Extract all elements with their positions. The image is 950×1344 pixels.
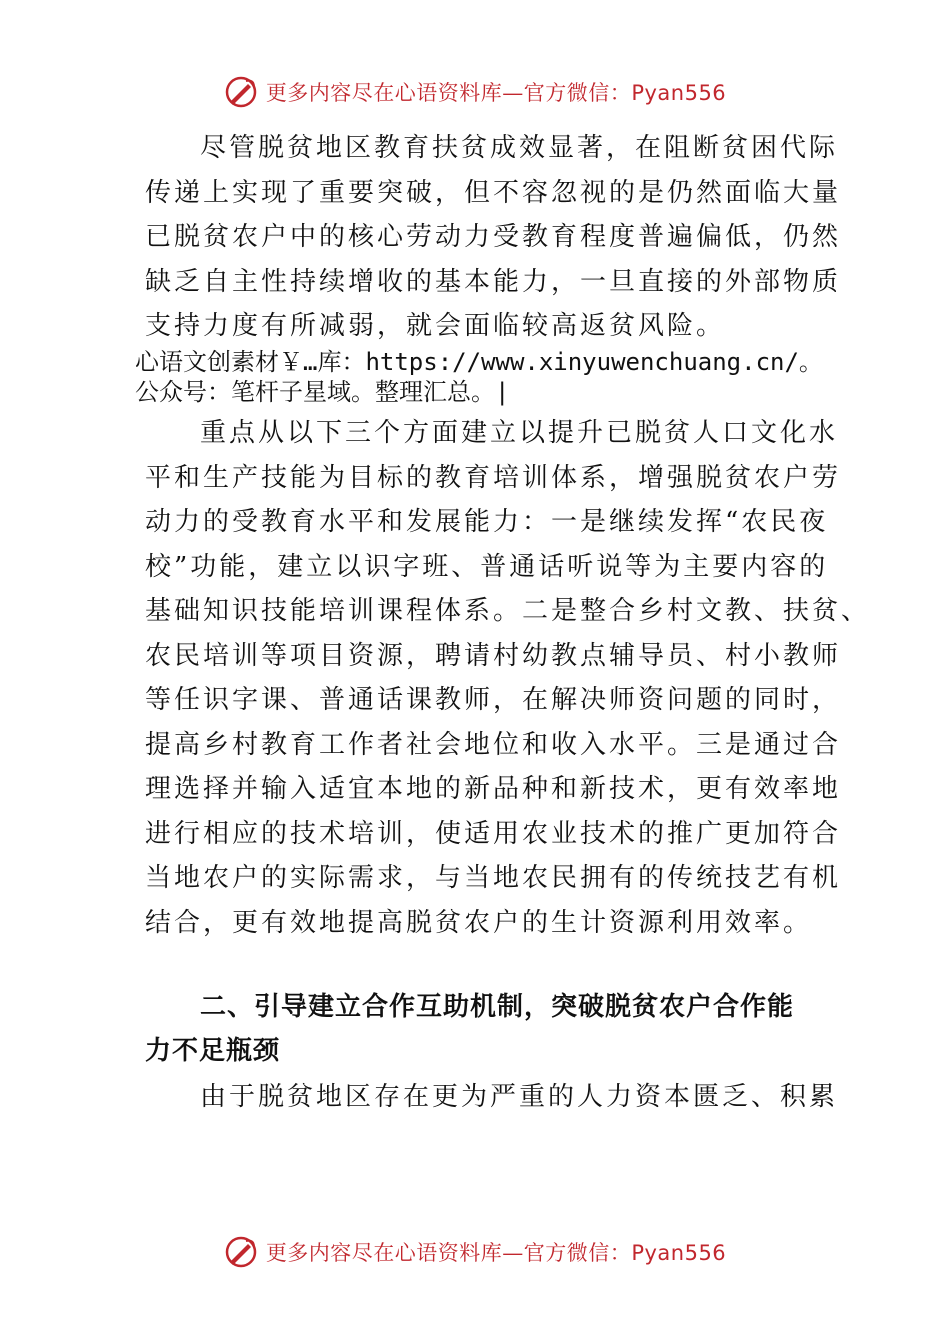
paragraph-line: 结合，更有效地提高脱贫农户的生计资源利用效率。 bbox=[145, 907, 813, 938]
paragraph-line: 进行相应的技术培训，使适用农业技术的推广更加符合 bbox=[145, 818, 842, 849]
paragraph-line: 农民培训等项目资源，聘请村幼教点辅导员、村小教师 bbox=[145, 640, 842, 671]
paragraph-line: 已脱贫农户中的核心劳动力受教育程度普遍偏低，仍然 bbox=[145, 222, 842, 252]
paragraph-line: 平和生产技能为目标的教育培训体系，增强脱贫农户劳 bbox=[145, 462, 842, 493]
paragraph-line: 动力的受教育水平和发展能力：一是继续发挥“农民夜 bbox=[145, 507, 829, 537]
paragraph-line: 理选择并输入适宜本地的新品种和新技术，更有效率地 bbox=[145, 774, 842, 804]
source-note-line: 心语文创素材￥…库：https://www.xinyuwenchuang.cn/。 bbox=[135, 348, 823, 376]
paragraph-line: 支持力度有所减弱，就会面临较高返贫风险。 bbox=[145, 311, 726, 341]
paragraph-3 bbox=[145, 1075, 839, 1120]
paragraph-line: 校”功能，建立以识字班、普通话听说等为主要内容的 bbox=[145, 551, 829, 582]
watermark-banner-bottom bbox=[0, 1232, 950, 1272]
paragraph-line: 基础知识技能培训课程体系。二是整合乡村文教、扶贫、 bbox=[145, 596, 871, 626]
watermark-text: 更多内容尽在心语资料库—官方微信：Pyan556 bbox=[265, 1241, 727, 1265]
pen-circle-logo-icon bbox=[224, 1235, 258, 1269]
paragraph-line: 提高乡村教育工作者社会地位和收入水平。三是通过合 bbox=[145, 729, 842, 760]
pen-circle-logo-icon bbox=[224, 75, 258, 109]
source-note bbox=[135, 347, 935, 407]
paragraph-line: 当地农户的实际需求，与当地农民拥有的传统技艺有机 bbox=[145, 863, 842, 893]
watermark-wechat-id: Pyan556 bbox=[631, 81, 727, 105]
paragraph-1 bbox=[145, 126, 842, 349]
watermark-banner-top bbox=[0, 72, 950, 112]
paragraph-line: 等任识字课、普通话课教师，在解决师资问题的同时， bbox=[145, 685, 842, 715]
paragraph-line: 传递上实现了重要突破，但不容忽视的是仍然面临大量 bbox=[145, 177, 842, 208]
paragraph-line: 由于脱贫地区存在更为严重的人力资本匮乏、积累 bbox=[200, 1082, 839, 1112]
section-heading-line: 力不足瓶颈 bbox=[145, 1036, 281, 1066]
section-heading bbox=[145, 985, 825, 1073]
paragraph-2 bbox=[145, 411, 871, 945]
paragraph-line: 重点从以下三个方面建立以提升已脱贫人口文化水 bbox=[200, 418, 839, 448]
paragraph-line: 尽管脱贫地区教育扶贫成效显著，在阻断贫困代际 bbox=[200, 133, 839, 163]
source-note-line: 公众号：笔杆子星域。整理汇总。| bbox=[135, 378, 510, 406]
paragraph-line: 缺乏自主性持续增收的基本能力，一旦直接的外部物质 bbox=[145, 266, 842, 297]
watermark-text: 更多内容尽在心语资料库—官方微信：Pyan556 bbox=[265, 81, 727, 105]
section-heading-line: 二、引导建立合作互助机制，突破脱贫农户合作能 bbox=[200, 992, 795, 1022]
watermark-wechat-id: Pyan556 bbox=[631, 1241, 727, 1265]
